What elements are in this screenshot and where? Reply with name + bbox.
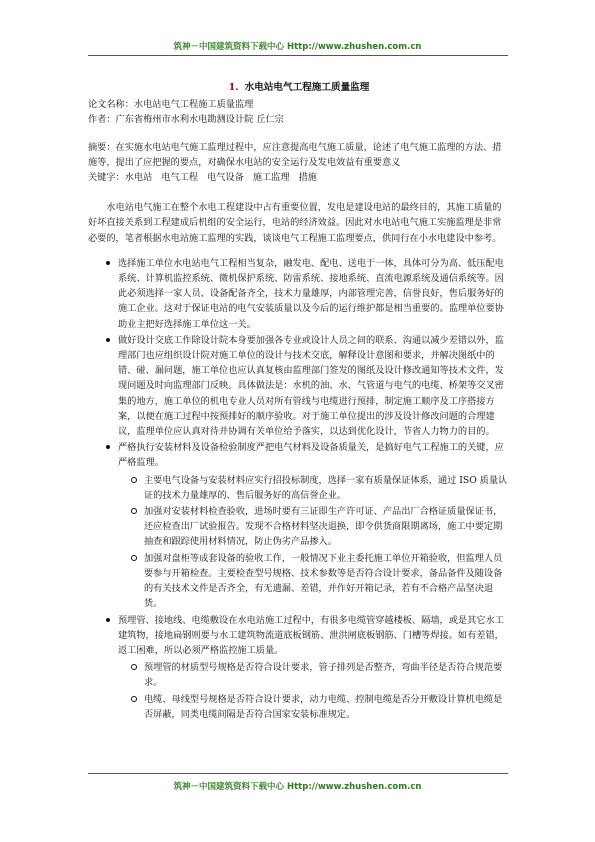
sub-list-item	[144, 473, 510, 503]
circle-bullet-icon	[131, 477, 137, 483]
sub-list	[118, 660, 510, 722]
paper-name: 论文名称：水电站电气工程施工质量监理	[88, 99, 254, 111]
sub-list-item-text: 电缆、母线型号规格是否符合设计要求，动力电缆、控制电缆是否分开敷设计算机电缆是否屏蔽，同类电缆间隔是否符合国家安装标准规定。	[144, 693, 503, 720]
list-item	[118, 613, 510, 722]
keyword: 措施	[298, 172, 317, 184]
sub-list-item	[144, 692, 510, 722]
list-item-text: 做好设计交底工作除设计院本身要加强各专业或设计人员之间的联系、沟通以减少差错以外，监理部门也应组织设计院对施工单位的设计与技术交底，解释设计意图和要求，并解决图纸中的错、碰、漏问题，施工单位也应认真复核由监理部门签发的图纸及设计修改通知等技术文件，发现问题及时向监理部门反映。具体做法是：水机的油、水、气管道与电气的电缆、桥架等交叉密集的地方，施工单位的机电专业人员对所有管线与电缆进行预排，制定施工顺序及工序搭接方案，以便在施工过程中按预排好的顺序验收。对于施工单位提出的涉及设计修改问题的合理建议，监理单位应认真对待并协调有关单位给予落实，以达到优化设计，节省人力物力的目的。	[118, 334, 504, 438]
abstract-section	[88, 140, 510, 186]
bullet-icon	[106, 261, 110, 265]
sub-list-item-text: 预埋管的材质型号规格是否符合设计要求，管子排列是否整齐，弯曲半径是否符合规范要求。	[144, 662, 503, 689]
list-item-text: 预埋管、接地线、电缆敷设在水电站施工过程中，有很多电缆管穿越楼板、隔墙，或是其它水工建筑物，接地扁钢则要与水工建筑物流道底板钢筋、泄洪闸底板钢筋、门槽等焊接。如有差错，返工困难，所以必须严格监控施工质量。	[118, 614, 504, 656]
sub-list-item-text: 主要电气设备与安装材料应实行招投标制度，选择一家有质量保证体系，通过 ISO 质量认证的技术力量雄厚的、售后服务好的高信誉企业。	[144, 474, 508, 501]
list-item	[118, 256, 510, 332]
bullet-icon	[106, 445, 110, 449]
keywords-line	[88, 170, 510, 185]
keyword: 水电站	[124, 172, 153, 184]
circle-bullet-icon	[131, 555, 137, 561]
keyword: 电气工程	[161, 172, 199, 184]
sub-list	[118, 473, 510, 612]
main-bullet-list	[88, 256, 510, 722]
keyword: 电气设备	[207, 172, 244, 184]
page-footer: 筑神－中国建筑资料下载中心 Http://www.zhushen.com.cn	[173, 782, 422, 792]
list-item	[118, 440, 510, 611]
title-text: 水电站电气工程施工质量监理	[244, 82, 370, 93]
footer-divider	[88, 773, 508, 774]
intro-paragraph: 水电站电气施工在整个水电工程建设中占有重要位置，发电是建设电站的最终目的，其施工质量的好坏直接关系到工程建成后机组的安全运行，电站的经济效益。因此对水电站电气施工实施监理是非常必要的，笔者根据水电站施工监理的实践，谈谈电气工程施工监理要点，供同行在小水电建设中参考。	[88, 202, 502, 244]
title-number: 1.	[228, 82, 239, 93]
sub-list-item-text: 加强对安装材料检查验收，进场时要有三证即生产许可证、产品出厂合格证质量保证书，还应检查出厂试验报告。发现不合格材料坚决退换，即令供货商限期离场，施工中要定期抽查和跟踪使用材料情况，防止伪劣产品掺入。	[144, 506, 503, 548]
circle-bullet-icon	[131, 664, 137, 670]
intro-section	[88, 200, 510, 246]
document-title	[88, 80, 510, 95]
document-body	[88, 80, 510, 723]
page-header: 筑神－中国建筑资料下载中心 Http://www.zhushen.com.cn	[173, 42, 422, 52]
bullet-icon	[106, 338, 110, 342]
header-divider	[88, 55, 508, 56]
keyword: 施工监理	[252, 172, 290, 184]
keywords-label: 关键字：	[88, 172, 125, 184]
list-item	[118, 333, 510, 439]
list-item-text: 选择施工单位水电站电气工程相当复杂，融发电、配电、送电于一体，具体可分为高、低压配电系统、计算机监控系统、微机保护系统、防雷系统、接地系统、直流电源系统及通信系统等。因此必须选择一家人员、设备配备齐全，技术力量雄厚，内部管理完善，信誉良好，售后服务好的施工企业。这对于保证电站的电气安装质量以及今后的运行维护都是相当重要的。监理单位要协助业主把好选择施工单位这一关。	[118, 257, 504, 330]
bullet-icon	[106, 618, 110, 622]
paper-meta	[88, 97, 510, 127]
sub-list-item	[144, 660, 510, 690]
circle-bullet-icon	[131, 696, 137, 702]
list-item-text: 严格执行安装材料及设备检验制度严把电气材料及设备质量关，是搞好电气工程施工的关键，应严格监理。	[118, 442, 504, 469]
sub-list-item	[144, 504, 510, 550]
sub-list-item-text: 加强对盘柜等成套设备的验收工作，一般情况下业主委托施工单位开箱验收，但监理人员要参与开箱检查。主要检查型号规格、技术参数等是否符合设计要求，备品备件及随设备的有关技术文件是否齐全，有无遗漏、差错，并作好开箱记录，若有不合格产品坚决退货。	[144, 552, 503, 610]
abstract-text: 摘要：在实施水电站电气施工监理过程中，应注意提高电气施工质量，论述了电气施工监理的方法、措施等，提出了应把握的要点，对确保水电站的安全运行及发电效益有重要意义	[88, 141, 502, 168]
sub-list-item	[144, 551, 510, 612]
paper-author: 作者：广东省梅州市水利水电勘测设计院 丘仁宗	[88, 114, 284, 126]
circle-bullet-icon	[131, 508, 137, 514]
